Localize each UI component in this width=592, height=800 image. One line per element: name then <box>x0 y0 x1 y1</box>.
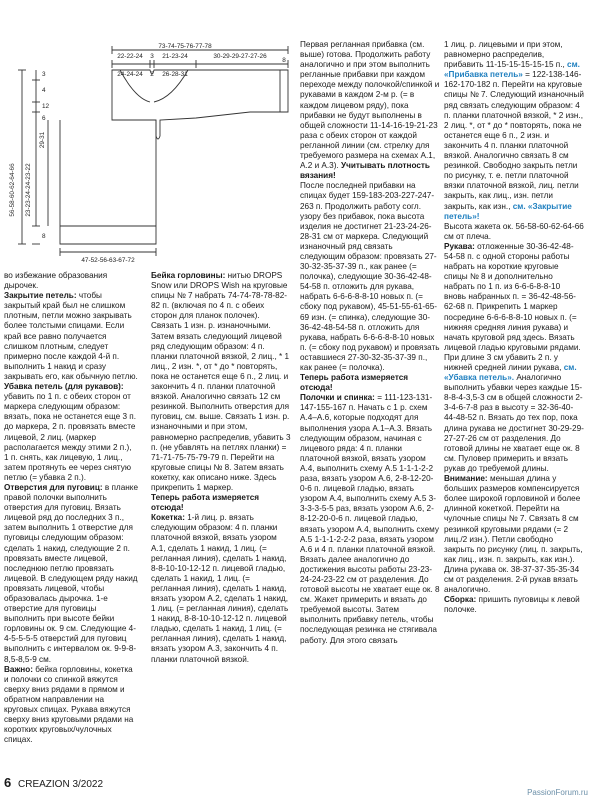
intro-text: во избежание образования дырочек. <box>4 271 108 291</box>
page-number: 6 <box>4 775 12 790</box>
see-decrease-link: см. «Убавка петель». <box>444 363 577 383</box>
left-number-3: 6 <box>42 115 46 122</box>
body-height-label: 56-58-60-62-64-66 <box>9 163 16 217</box>
measure-from-here-1: Теперь работа измеряется отсюда! <box>151 493 260 513</box>
sleeves-text-2: Аналогично выполнить убавки через каждые 15-8-8-4-3,5-3 см в общей сложности 2-3-4-6-7-8 раз в высоту = 32-36-40-44-48-52 п. Вязать до тех пор, пока длина рукава не достигнет 30-29-29-27-27-26 см от разделения. До готовой длины не хватает еще ок. 8 см. Пуловер примерить и вязать рукав до требуемой длины. <box>444 373 584 473</box>
fronts-back-title: Полочки и спинка: <box>300 393 375 403</box>
column-2 <box>151 271 291 665</box>
left-number-4: 3 <box>42 71 46 78</box>
garment-schematic <box>0 40 296 268</box>
yoke-text: 1-й лиц. р. вязать следующим образом: 4 п. планки платочной вязкой, вязать узором А.1, сделать 1 накид, 1 лиц. (= регланная линия), сделать 1 накид, 8-8-10-10-12-12 п. лицевой гладью, сделать 1 накид, 1 лиц. (= регланная линия), сделать 1 накид, вязать узором А.2, сделать 1 накид, 1 лиц. (= регланная линия), сделать 1 накид, 8-8-10-10-12-12 п. лицевой гладью, сделать 1 накид, 1 лиц. (= регланная линия), сделать 1 накид, вязать узором А.3, закончить 4 п. планки платочной вязкой. <box>151 513 289 664</box>
raglan-b-label: 26-28-31 <box>162 71 188 78</box>
left-number-1: 4 <box>42 87 46 94</box>
watermark: PassionForum.ru <box>527 788 588 797</box>
raglan-a-label: 21-23-24 <box>162 53 188 60</box>
see-closing-link: см. «Закрытие петель»! <box>444 201 572 221</box>
sleeve-width-label: 30-29-29-27-27-26 <box>213 53 267 60</box>
attention-text: меньшая длина у больших размеров компенсируется более широкой горловиной и более длинной кокеткой. Перейти на чулочные спицы № 7. Связать 8 см резинкой круговыми рядами (= 2 лиц./2 изн.). Петли свободно закрыть по рисунку (лиц. п. закрыть, как лиц., изн. п. закрыть, как изн.). Длина рукава ок. 38-37-37-35-35-34 см от разделения. 2-й рукав вязать аналогично. <box>444 474 583 595</box>
assembly-title: Сборка: <box>444 595 477 605</box>
column-3 <box>300 40 440 646</box>
rib-text: = 122-138-146-162-170-182 п. Перейти на круговые спицы № 7. Следующий изнаночный ряд связать следующим образом: 4 п. планки платочной вязкой, * 2 изн., 2 лиц. *, от * до * повторять, пока не останется еще 6 п., 2 изн. и закончить 4 п. планки платочной вязкой. Аналогично связать 8 см резинкой. Свободно закрыть петли по рисунку, т. е. петли платочной вязки платочной вязкой, лиц. петли закрыть, как лиц., изн. петли закрыть, как изн., <box>444 70 584 211</box>
attention-title: Внимание: <box>444 474 488 484</box>
fronts-back-text: = 111-123-131-147-155-167 п. Начать с 1 р. схем А.4–А.6, которые подходят для выполнения узора А.1–А.3. Вязать следующим образом, начиная с лицевого ряда: 4 п. планки платочной вязкой, вязать узором А.4, выполнить схему А.5 1-1-1-2-2 раза, вязать узором А.6, 2-8-12-20-0-6 п. лицевой гладью, вязать узором А.4, выполнить схему А.5 3-3-3-3-5-5 раз, вязать узором А.6, 2-8-12-20-0-6 п. лицевой гладью, вязать узором А.4, выполнить схему А.5 1-1-1-2-2-2 раза, вязать узором А.6 и 4 п. планки платочной вязкой. Вязать далее аналогично до достижения высоты работы 23-23-24-24-23-22 см от разделения. До готовой высоты не хватает еще ок. 8 см. Жакет примерить и вязать до требуемой высоты. Затем выполнить прибавку петель, чтобы последующая резинка не стягивала работу. Для этого связать <box>300 393 440 645</box>
important-text: бейка горловины, кокетка и полочки со спинкой вяжутся сверху вниз рядами в прямом и обратном направлении на круговых спицах. Рукава вяжутся сверху вниз круговыми рядами на коротких круговых/чулочных спицах. <box>4 664 134 745</box>
left-shoulder-b-label: 24-24-24 <box>117 71 143 78</box>
left-shoulder-a-label: 22-22-24 <box>117 53 143 60</box>
neckband-text: нитью DROPS Snow или DROPS Wish на круговые спицы № 7 набрать 74-74-78-78-82-82 п. (включая по 4 п. с обеих сторон для планок полочек). Связать 1 изн. р. изнаночными. Затем вязать следующий лицевой ряд следующим образом: 4 п. планки платочной вязкой, 2 лиц., * 1 лиц., 2 изн. *, от * до * повторять, пока не останется еще 6 п., 2 лиц. и закончить 4 п. планки платочной вязкой. Аналогично связать 12 см резинкой. Выполнить отверстия для пуговиц, см. выше. Связать 1 изн. р. изнаночными и при этом, равномерно распределив, убавить 3 п. (не убавлять на петлях планки) = 71-71-75-75-79-79 п. Перейти на круговые спицы № 8. Затем вязать кокетку, как описано ниже. Здесь прикрепить 1 маркер. <box>151 271 291 492</box>
column-4 <box>444 40 584 615</box>
magazine-issue: CREAZION 3/2022 <box>18 779 104 790</box>
sleeves-text: отложенные 30-36-42-48-54-58 п. с одной стороны работы набрать на короткие круговые спицы № 8 и дополнительно набрать по 1 п. из 6-6-6-8-8-10 вновь набранных п. = 36-42-48-56-62-68 п. Прикрепить 1 маркер посредине 6-6-6-8-8-10 новых п. (= нижняя средняя линия рукава) и начать круговой ряд здесь. Вязать лицевой гладью круговыми рядами. При длине 3 см убавить 2 п. у нижней средней линии рукава, <box>444 241 581 372</box>
body-mid-label: 29-31 <box>39 131 46 149</box>
sleeves-title: Рукава: <box>444 241 475 251</box>
see-increase-link: см. «Прибавка петель» <box>444 60 580 80</box>
body-lower-label: 23-23-24-24-23-22 <box>25 163 32 217</box>
sleeve-end-label: 8 <box>282 57 286 64</box>
body-bottom-label: 8 <box>42 233 46 240</box>
top-width-label: 73-74-75-76-77-78 <box>158 43 212 50</box>
important-title: Важно: <box>4 664 33 674</box>
measure-from-here-2: Теперь работа измеряется отсюда! <box>300 373 409 393</box>
increase-text: 1 лиц. р. лицевыми и при этом, равномерно распределив, прибавить 11-15-15-15-15-15 п., <box>444 40 565 70</box>
left-number-2: 12 <box>42 103 50 110</box>
neck-a-label: 3 <box>150 53 154 60</box>
buttonhole-text: в планке правой полочки выполнить отверстия для пуговиц. Вязать лицевой ряд до последних 3 п., затем выполнить 1 отверстие для пуговицы следующим образом: сделать 1 накид, следующие 2 п. провязать вместе лицевой, последнюю петлю провязать лицевой. В следующем ряду накид провязать лицевой, чтобы образовалась дырочка. 1-е отверстие для пуговицы выполнить при высоте бейки горловины ок. 9 см. Следующие 4-4-5-5-5-5 отверстий для пуговиц выполнить с интервалом ок. 9-9-8-8,5-8,5-9 см. <box>4 482 139 664</box>
assembly-text: пришить пуговицы к левой полочке. <box>444 595 580 615</box>
gauge-note: Учитывать плотность вязания! <box>300 161 430 181</box>
jacket-height-text: Высота жакета ок. 56-58-60-62-64-66 см от плеча. <box>444 221 584 241</box>
raglan-text: Первая регланная прибавка (см. выше) готова. Продолжить работу аналогично и при этом выполнить регланные прибавки при каждом переходе между полочкой/спинкой и рукавами в каждом 2-м р. (= в каждом лицевом ряду), пока прибавки не будут выполнены в общей сложности 11-14-16-19-21-23 раза с обеих сторон от каждой регланной линии (см. стрелку для требуемого размера на схемах А.1, А.2 и А.3). <box>300 40 440 171</box>
decrease-title: Убавка петель (для рукавов): <box>4 382 124 392</box>
page-footer <box>4 775 103 790</box>
buttonhole-title: Отверстия для пуговиц: <box>4 482 103 492</box>
closing-title: Закрытие петель: <box>4 291 77 301</box>
yoke-title: Кокетка: <box>151 513 185 523</box>
neckband-title: Бейка горловины: <box>151 271 226 280</box>
division-text: После последней прибавки на спицах будет 159-183-203-227-247-263 п. Продолжить работу согл. узору без прибавок, пока высота изделия не достигнет 21-23-24-26-28-31 см от маркера. Следующий изнаночный ряд связать следующим образом: провязать 27-30-32-35-37-39 п., как ранее (= полочка), следующие 30-36-42-48-54-58 п. отложить для рукава, набрать 6-6-6-8-8-10 новых п. (= сбоку под рукавом), 45-51-55-61-65-69 изн. (= спинка), следующие 30-36-42-48-54-58 п. отложить для рукава, набрать 6-6-6-8-8-10 новых п. (= сбоку под рукавом) и провязать оставшиеся 27-30-32-35-37-39 п., как ранее (= полочка). <box>300 181 440 372</box>
closing-text: чтобы закрытый край был не слишком плотным, петли можно закрывать более толстыми спицами. Если край все равно получается слишком плотным, следует примерно после каждой 4-й п. выполнить 1 накид и сразу закрывать его, как обычную петлю. <box>4 291 138 381</box>
column-1 <box>4 271 138 745</box>
neck-b-label: 2 <box>150 71 154 78</box>
decrease-text: убавить по 1 п. с обеих сторон от маркера следующим образом: вязать, пока не останется еще 3 п. до маркера, 2 п. провязать вместе лицевой, 2 лиц. (маркер располагается между этими 2 п.), 1 п. снять, как лицевую, 1 лиц., затем протянуть ее через снятую петлю (= убавка 2 п.). <box>4 392 136 482</box>
bottom-width-label: 47-52-56-63-67-72 <box>81 257 135 264</box>
